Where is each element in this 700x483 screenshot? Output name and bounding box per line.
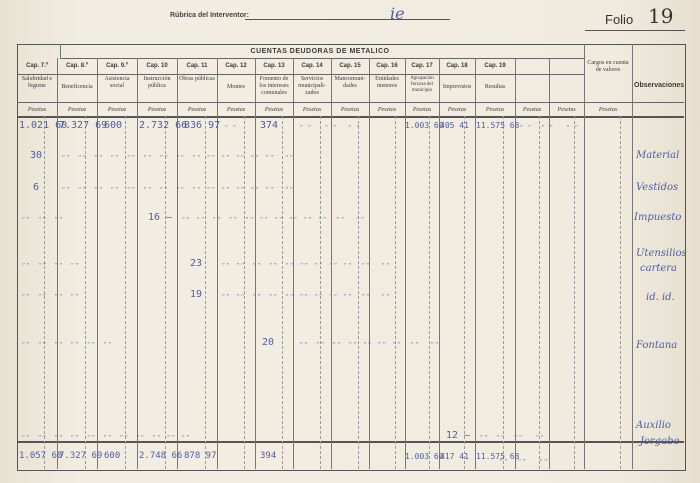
column-rule <box>60 44 61 58</box>
amount: 19 <box>190 289 203 300</box>
amount: 7.327 69 <box>59 120 108 131</box>
rubrica-label: Rúbrica del Interventor: <box>170 12 249 19</box>
amount: 12 – <box>446 430 471 441</box>
ditto-mark: ″ ″ ″ ″ ″ ″ <box>300 124 360 132</box>
cap-11: Cap. 11 <box>186 63 208 69</box>
unit-label: Pesetas <box>147 107 167 113</box>
col-agrupacion: Agrupación forzosa del municipio <box>410 76 434 93</box>
ditto-mark: ″ ″ ″ ″ ″ ″ ″ ″ ″ ″ ″ ″ ″ ″ ″ ″ ″ ″ ″ ″ ″ ″ <box>222 293 390 301</box>
total-amount: 1.057 60 <box>19 451 63 461</box>
amount: 16 – <box>148 212 173 223</box>
amount: 1.003 60 <box>405 121 444 130</box>
cap-18: Cap. 18 <box>446 63 468 69</box>
ditto-mark: ″ ″ ″ ″ ″ ″ ″ ″ <box>22 262 79 270</box>
observacion-note: Auxilio <box>636 420 671 431</box>
unit-label: Pesetas <box>187 107 207 113</box>
cap-15: Cap. 15 <box>339 63 361 69</box>
cents-rule <box>503 116 504 469</box>
unit-label: Pesetas <box>412 107 432 113</box>
cents-rule <box>574 116 575 469</box>
amount: 405 41 <box>440 121 469 130</box>
col-entidades: Entidades menores <box>375 76 399 89</box>
observacion-note: cartera <box>640 263 678 274</box>
cents-rule <box>429 116 430 469</box>
ditto-mark: ″ ″ ″ ″ ″ ″ <box>520 124 578 132</box>
title-rule <box>60 58 584 59</box>
unit-label: Pesetas <box>264 107 284 113</box>
cap-19: Cap. 19 <box>484 63 506 69</box>
col-fomento: Fomento de los intereses comunales <box>259 76 289 96</box>
amount: 30 <box>30 150 43 161</box>
unit-label: Pesetas <box>226 107 246 113</box>
cents-rule <box>85 116 86 469</box>
amount: 836 97 <box>184 120 221 131</box>
ditto-mark: ″ ″ ″ ″ ″ ″ ″ ″ <box>22 293 79 301</box>
observacion-note: Impuesto <box>634 212 682 223</box>
unit-label: Pesetas <box>107 107 127 113</box>
total-amount: 7.327 69 <box>59 451 103 461</box>
total-amount: 1.003 60 <box>405 452 444 461</box>
total-amount: 2.748 66 <box>139 451 183 461</box>
unit-label: Pesetas <box>67 107 87 113</box>
ditto-mark: ″ ″ ″ ″ ″ ″ <box>22 216 63 224</box>
interventor-signature: ie <box>390 4 405 23</box>
ditto-mark: ″ ″ ″ ″ ″ ″ ″ ″ ″ ″ ″ ″ ″ ″ ″ ″ ″ ″ <box>300 341 439 349</box>
observacion-note: Utensilios <box>636 248 687 259</box>
cap-rule <box>17 74 584 75</box>
amount: 6 <box>33 182 40 193</box>
amount: 374 <box>260 120 279 131</box>
unit-label: Pesetas <box>340 107 360 113</box>
total-amount: 878 97 <box>184 451 217 461</box>
col-imprevistos: Imprevistos <box>442 84 472 90</box>
observacion-note: Jorgabe <box>640 436 680 447</box>
observacion-note: Material <box>636 150 680 161</box>
cap-17: Cap. 17 <box>411 63 433 69</box>
col-resultas: Resultas <box>484 84 506 90</box>
col-observaciones: Observaciones <box>634 82 685 89</box>
col-cargos: Cargos en cuenta de valores <box>587 60 629 73</box>
ditto-mark: ″ ″ ″ ″ ″ ″ ″ ″ ″ ″ ″ ″ ″ ″ ″ ″ ″ ″ ″ ″ ″ ″ ″ ″ ″ ″ ″ ″ ″ ″ <box>62 154 293 162</box>
cap-12: Cap. 12 <box>225 63 247 69</box>
amount: 1.021 60 <box>19 120 68 131</box>
column-rule <box>137 58 138 469</box>
unit-label: Pesetas <box>485 107 505 113</box>
amount: 20 <box>262 337 275 348</box>
col-mancomunidades: Mancomuni-dades <box>334 76 366 89</box>
cap-10: Cap. 10 <box>146 63 168 69</box>
ditto-mark: ″ ″ ″ ″ ″ ″ ″ ″ ″ ″ ″ ″ ″ ″ ″ ″ ″ ″ ″ ″ ″ ″ <box>22 434 190 442</box>
ditto-mark: ″ ″ ″ ″ ″ ″ <box>500 458 548 466</box>
total-amount: 600 <box>104 451 121 461</box>
amount: 2.732 66 <box>139 120 188 131</box>
ditto-mark: ″ ″ ″ ″ ″ ″ ″ ″ ″ ″ ″ ″ ″ ″ ″ ″ ″ ″ ″ ″ ″ ″ ″ ″ ″ ″ ″ ″ ″ ″ <box>62 186 293 194</box>
unit-label: Pesetas <box>302 107 322 113</box>
amount: 11.575 68 <box>476 121 520 130</box>
observacion-note: id. id. <box>646 292 675 303</box>
observacion-note: Vestidos <box>636 182 679 193</box>
unit-label: Pesetas <box>447 107 467 113</box>
cents-rule <box>125 116 126 469</box>
cap-14: Cap. 14 <box>301 63 323 69</box>
col-beneficencia: Beneficencia <box>61 84 93 90</box>
unit-label: Pesetas <box>598 107 618 113</box>
cents-rule <box>620 116 621 469</box>
ditto-mark: ″ ″ <box>225 124 237 132</box>
column-rule <box>515 58 516 469</box>
unit-label: Pesetas <box>557 107 576 113</box>
cents-rule <box>539 116 540 469</box>
cap-8: Cap. 8.º <box>66 63 88 69</box>
amount: 600 <box>104 120 123 131</box>
cents-rule <box>205 116 206 469</box>
cents-rule <box>395 116 396 469</box>
observacion-note: Fontana <box>636 340 678 351</box>
ditto-mark: ″ ″ ″ ″ ″ ″ ″ ″ ″ ″ ″ ″ <box>22 341 112 349</box>
ditto-mark: ″ ″ ″ ″ ″ ″ ″ ″ <box>480 434 544 442</box>
cap-13: Cap. 13 <box>263 63 285 69</box>
column-rule <box>549 58 550 469</box>
amount: 23 <box>190 258 203 269</box>
cents-rule <box>165 116 166 469</box>
unit-label: Pesetas <box>377 107 397 113</box>
column-rule <box>475 58 476 469</box>
total-amount: 417 41 <box>440 452 469 461</box>
col-salubridad: Salubridad e higiene <box>21 76 53 89</box>
signature-line <box>245 19 450 20</box>
cents-rule <box>464 116 465 469</box>
column-rule <box>405 58 406 469</box>
cap-7: Cap. 7.º <box>26 63 48 69</box>
total-amount: 394 <box>260 451 277 461</box>
total-amount: 11.575 68 <box>476 452 520 461</box>
col-obras: Obras públicas <box>179 76 215 82</box>
folio-label: Folio <box>605 12 634 27</box>
cap-16: Cap. 16 <box>376 63 398 69</box>
unit-label: Pesetas <box>522 107 542 113</box>
col-servicios: Servicios municipali-zados <box>298 76 326 96</box>
table-title: CUENTAS DEUDORAS DE METALICO <box>250 48 390 55</box>
column-rule <box>584 44 585 469</box>
col-instruccion: Instrucción pública <box>143 76 171 89</box>
folio-number: 19 <box>648 4 674 28</box>
column-rule <box>439 58 440 469</box>
col-montes: Montes <box>227 84 245 90</box>
ditto-mark: ″ ″ ″ ″ ″ ″ ″ ″ ″ ″ ″ ″ ″ ″ ″ ″ ″ ″ ″ ″ ″ ″ ″ ″ <box>182 216 364 224</box>
unit-label: Pesetas <box>27 107 47 113</box>
ditto-mark: ″ ″ ″ ″ ″ ″ ″ ″ ″ ″ ″ ″ ″ ″ ″ ″ ″ ″ ″ ″ ″ ″ <box>222 262 390 270</box>
column-rule <box>632 44 633 469</box>
col-asistencia: Asistencia social <box>104 76 130 89</box>
cap-9: Cap. 9.º <box>106 63 128 69</box>
